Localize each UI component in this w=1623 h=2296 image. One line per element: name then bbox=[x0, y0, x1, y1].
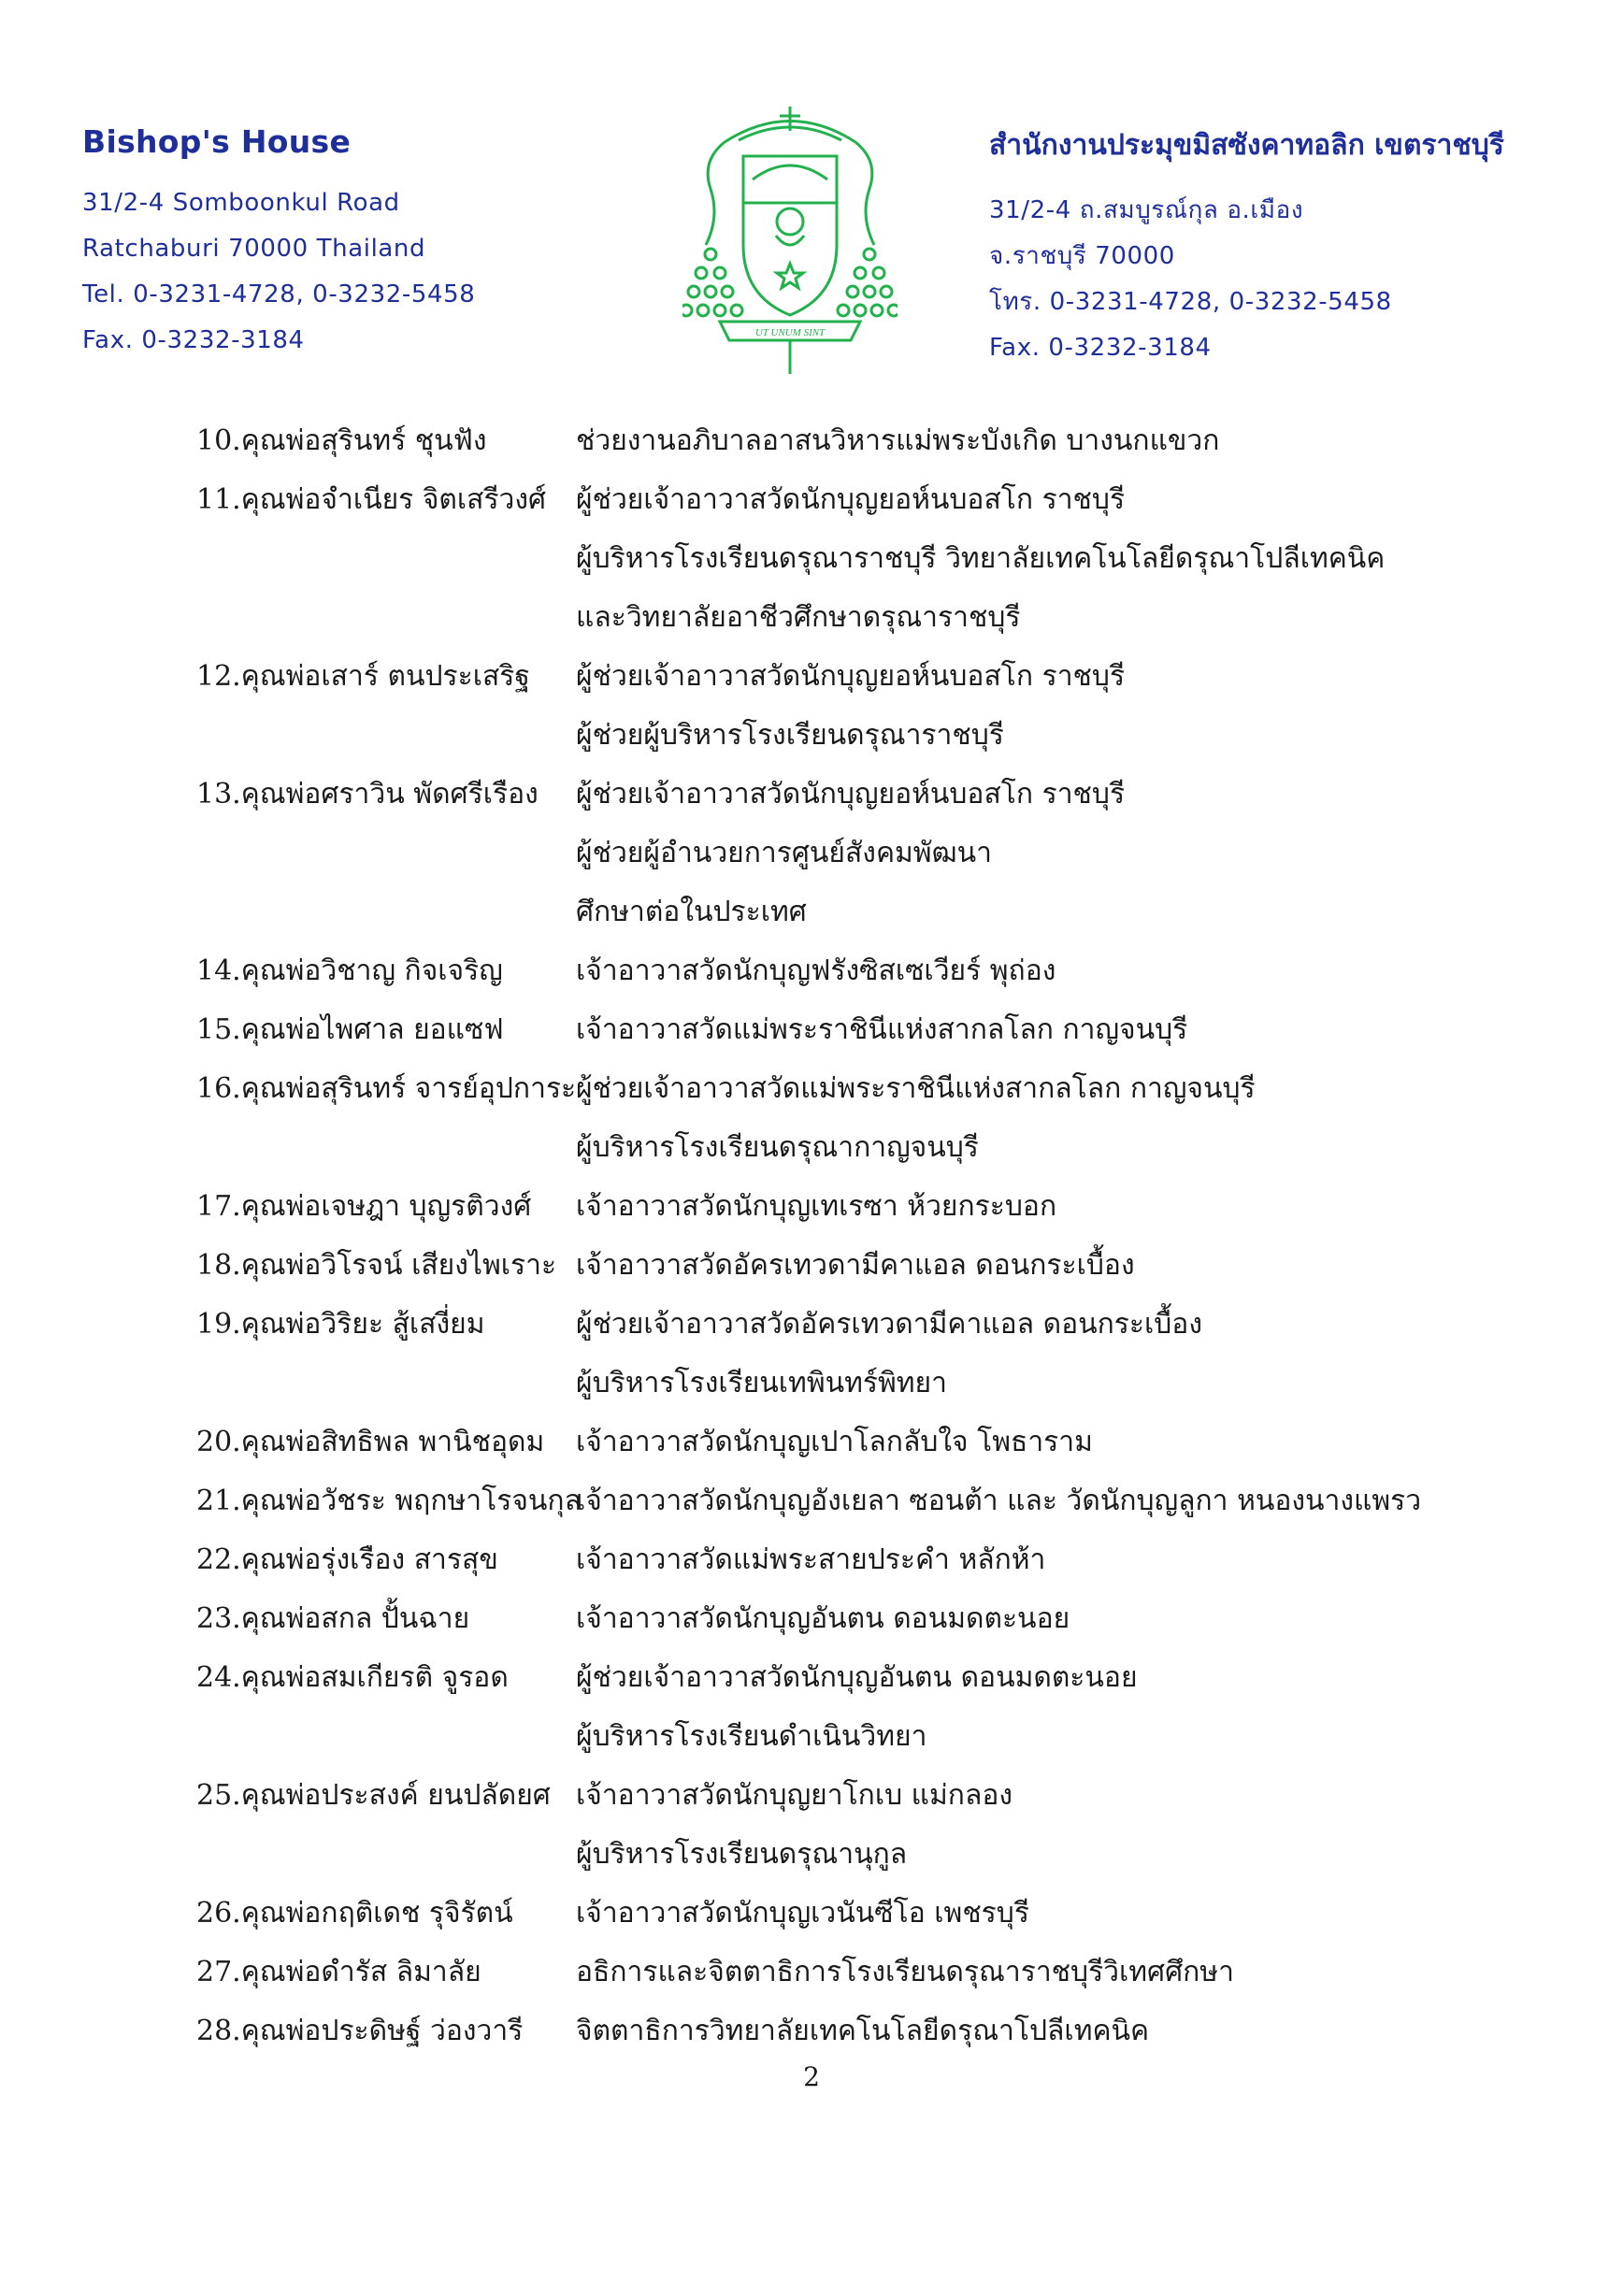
list-item bbox=[196, 470, 1505, 647]
assignment-text: ผู้ช่วยผู้อำนวยการศูนย์สังคมพัฒนา bbox=[576, 837, 993, 869]
address-line: 31/2-4 Somboonkul Road bbox=[82, 189, 400, 217]
assignment-text: เจ้าอาวาสวัดแม่พระสายประคำ หลักห้า bbox=[576, 1543, 1046, 1576]
assignment-list bbox=[576, 1000, 1505, 1059]
phone-line: โทร. 0-3231-4728, 0-3232-5458 bbox=[989, 288, 1392, 316]
assignment-text: เจ้าอาวาสวัดนักบุญเวนันซีโอ เพชรบุรี bbox=[576, 1897, 1029, 1930]
assignment-text: จิตตาธิการวิทยาลัยเทคโนโลยีดรุณาโปลีเทคนิค bbox=[576, 2015, 1150, 2047]
priest-name: 16.คุณพ่อสุรินทร์ จารย์อุปการะ bbox=[196, 1072, 577, 1105]
list-item bbox=[196, 1413, 1505, 1471]
assignment-text: เจ้าอาวาสวัดนักบุญเทเรซา ห้วยกระบอก bbox=[576, 1190, 1057, 1223]
priest-name: 23.คุณพ่อสกล ปั้นฉาย bbox=[196, 1602, 470, 1635]
list-item bbox=[196, 1236, 1505, 1295]
priest-name: 25.คุณพ่อประสงค์ ยนปลัดยศ bbox=[196, 1779, 551, 1812]
list-item bbox=[196, 2002, 1505, 2060]
phone-line: Tel. 0-3231-4728, 0-3232-5458 bbox=[82, 280, 476, 309]
list-item bbox=[196, 1295, 1505, 1413]
assignment-list bbox=[576, 1471, 1505, 1530]
assignment-list bbox=[576, 1766, 1505, 1884]
assignment-list bbox=[576, 1530, 1505, 1589]
list-item bbox=[196, 1471, 1505, 1530]
assignment-text: ผู้ช่วยเจ้าอาวาสวัดนักบุญยอห์นบอสโก ราชบุรี bbox=[576, 483, 1126, 516]
assignment-list bbox=[576, 1413, 1505, 1471]
assignment-text: เจ้าอาวาสวัดนักบุญฟรังซิสเซเวียร์ พุถ่อง bbox=[576, 954, 1056, 987]
assignment-list bbox=[576, 1884, 1505, 1943]
list-item bbox=[196, 1000, 1505, 1059]
fax-line: Fax. 0-3232-3184 bbox=[989, 334, 1212, 362]
assignment-text: ผู้บริหารโรงเรียนเทพินทร์พิทยา bbox=[576, 1367, 947, 1399]
assignment-text: ผู้ช่วยผู้บริหารโรงเรียนดรุณาราชบุรี bbox=[576, 719, 1004, 752]
address-line: จ.ราชบุรี 70000 bbox=[989, 242, 1175, 270]
crest-motto: UT UNUM SINT bbox=[754, 327, 826, 338]
assignment-list bbox=[576, 1589, 1505, 1648]
assignment-list bbox=[576, 765, 1505, 941]
priest-name: 27.คุณพ่อดำรัส ลิมาลัย bbox=[196, 1956, 481, 1988]
list-item bbox=[196, 765, 1505, 941]
priest-assignment-list bbox=[196, 411, 1505, 2060]
list-item bbox=[196, 941, 1505, 1000]
address-line: Ratchaburi 70000 Thailand bbox=[82, 235, 426, 263]
assignment-text: เจ้าอาวาสวัดแม่พระราชินีแห่งสากลโลก กาญจนบุรี bbox=[576, 1013, 1188, 1046]
assignment-list bbox=[576, 2002, 1505, 2060]
list-item bbox=[196, 411, 1505, 470]
assignment-text: อธิการและจิตตาธิการโรงเรียนดรุณาราชบุรีวิเทศศึกษา bbox=[576, 1956, 1234, 1988]
list-item bbox=[196, 1943, 1505, 2002]
priest-name: 11.คุณพ่อจำเนียร จิตเสรีวงศ์ bbox=[196, 483, 547, 516]
assignment-list bbox=[576, 411, 1505, 470]
list-item bbox=[196, 1530, 1505, 1589]
priest-name: 28.คุณพ่อประดิษฐ์ ว่องวารี bbox=[196, 2015, 524, 2047]
assignment-list bbox=[576, 1648, 1505, 1766]
priest-name: 21.คุณพ่อวัชระ พฤกษาโรจนกุล bbox=[196, 1485, 582, 1517]
assignment-text: ผู้บริหารโรงเรียนดรุณานุกูล bbox=[576, 1838, 908, 1871]
assignment-list bbox=[576, 941, 1505, 1000]
priest-name: 13.คุณพ่อศราวิน พัดศรีเรือง bbox=[196, 778, 539, 811]
letterhead bbox=[0, 0, 1623, 374]
assignment-text: ศึกษาต่อในประเทศ bbox=[576, 896, 807, 928]
assignment-text: ผู้ช่วยเจ้าอาวาสวัดอัครเทวดามีคาแอล ดอนกระเบื้อง bbox=[576, 1308, 1202, 1341]
list-item bbox=[196, 1059, 1505, 1177]
letterhead-thai bbox=[989, 123, 1504, 371]
list-item bbox=[196, 1648, 1505, 1766]
priest-name: 18.คุณพ่อวิโรจน์ เสียงไพเราะ bbox=[196, 1249, 557, 1282]
assignment-text: ผู้ช่วยเจ้าอาวาสวัดแม่พระราชินีแห่งสากลโลก กาญจนบุรี bbox=[576, 1072, 1256, 1105]
assignment-list bbox=[576, 1943, 1505, 2002]
list-item bbox=[196, 1589, 1505, 1648]
assignment-text: ผู้ช่วยเจ้าอาวาสวัดนักบุญอันตน ดอนมดตะนอย bbox=[576, 1661, 1138, 1694]
list-item bbox=[196, 1766, 1505, 1884]
list-item bbox=[196, 1884, 1505, 1943]
priest-name: 10.คุณพ่อสุรินทร์ ชุนฟัง bbox=[196, 424, 487, 457]
assignment-text: ผู้บริหารโรงเรียนดรุณาราชบุรี วิทยาลัยเทคโนโลยีดรุณาโปลีเทคนิค bbox=[576, 542, 1386, 575]
assignment-list bbox=[576, 1177, 1505, 1236]
priest-name: 24.คุณพ่อสมเกียรติ จูรอด bbox=[196, 1661, 509, 1694]
address-line: 31/2-4 ถ.สมบูรณ์กุล อ.เมือง bbox=[989, 196, 1304, 224]
priest-name: 22.คุณพ่อรุ่งเรือง สารสุข bbox=[196, 1543, 498, 1576]
assignment-text: เจ้าอาวาสวัดนักบุญเปาโลกลับใจ โพธาราม bbox=[576, 1426, 1093, 1458]
assignment-text: ผู้ช่วยเจ้าอาวาสวัดนักบุญยอห์นบอสโก ราชบุรี bbox=[576, 660, 1126, 693]
assignment-text: เจ้าอาวาสวัดนักบุญยาโกเบ แม่กลอง bbox=[576, 1779, 1013, 1812]
assignment-text: และวิทยาลัยอาชีวศึกษาดรุณาราชบุรี bbox=[576, 601, 1021, 634]
list-item bbox=[196, 647, 1505, 765]
bishop-crest-emblem bbox=[682, 105, 898, 376]
assignment-text: ผู้ช่วยเจ้าอาวาสวัดนักบุญยอห์นบอสโก ราชบุรี bbox=[576, 778, 1126, 811]
priest-name: 26.คุณพ่อกฤติเดช รุจิรัตน์ bbox=[196, 1897, 513, 1930]
assignment-text: เจ้าอาวาสวัดนักบุญอังเยลา ซอนต้า และ วัดนักบุญลูกา หนองนางแพรว bbox=[576, 1485, 1422, 1517]
org-name-english: Bishop's House bbox=[82, 123, 352, 160]
list-item bbox=[196, 1177, 1505, 1236]
letterhead-english bbox=[82, 123, 475, 364]
assignment-text: เจ้าอาวาสวัดอัครเทวดามีคาแอล ดอนกระเบื้อง bbox=[576, 1249, 1135, 1282]
assignment-list bbox=[576, 1236, 1505, 1295]
assignment-list bbox=[576, 647, 1505, 765]
priest-name: 20.คุณพ่อสิทธิพล พานิชอุดม bbox=[196, 1426, 545, 1458]
priest-name: 12.คุณพ่อเสาร์ ตนประเสริฐ bbox=[196, 660, 530, 693]
priest-name: 14.คุณพ่อวิชาญ กิจเจริญ bbox=[196, 954, 503, 987]
priest-name: 15.คุณพ่อไพศาล ยอแซฟ bbox=[196, 1013, 504, 1046]
fax-line: Fax. 0-3232-3184 bbox=[82, 326, 305, 354]
assignment-text: ช่วยงานอภิบาลอาสนวิหารแม่พระบังเกิด บางนกแขวก bbox=[576, 424, 1220, 457]
page-number: 2 bbox=[803, 2061, 820, 2092]
priest-name: 17.คุณพ่อเจษฎา บุญรติวงศ์ bbox=[196, 1190, 532, 1223]
assignment-text: ผู้บริหารโรงเรียนดำเนินวิทยา bbox=[576, 1720, 927, 1753]
assignment-list bbox=[576, 470, 1505, 647]
assignment-list bbox=[576, 1295, 1505, 1413]
assignment-list bbox=[576, 1059, 1505, 1177]
priest-name: 19.คุณพ่อวิริยะ สู้เสงี่ยม bbox=[196, 1308, 485, 1341]
assignment-text: เจ้าอาวาสวัดนักบุญอันตน ดอนมดตะนอย bbox=[576, 1602, 1070, 1635]
org-name-thai: สำนักงานประมุขมิสซังคาทอลิก เขตราชบุรี bbox=[989, 129, 1504, 162]
assignment-text: ผู้บริหารโรงเรียนดรุณากาญจนบุรี bbox=[576, 1131, 979, 1164]
